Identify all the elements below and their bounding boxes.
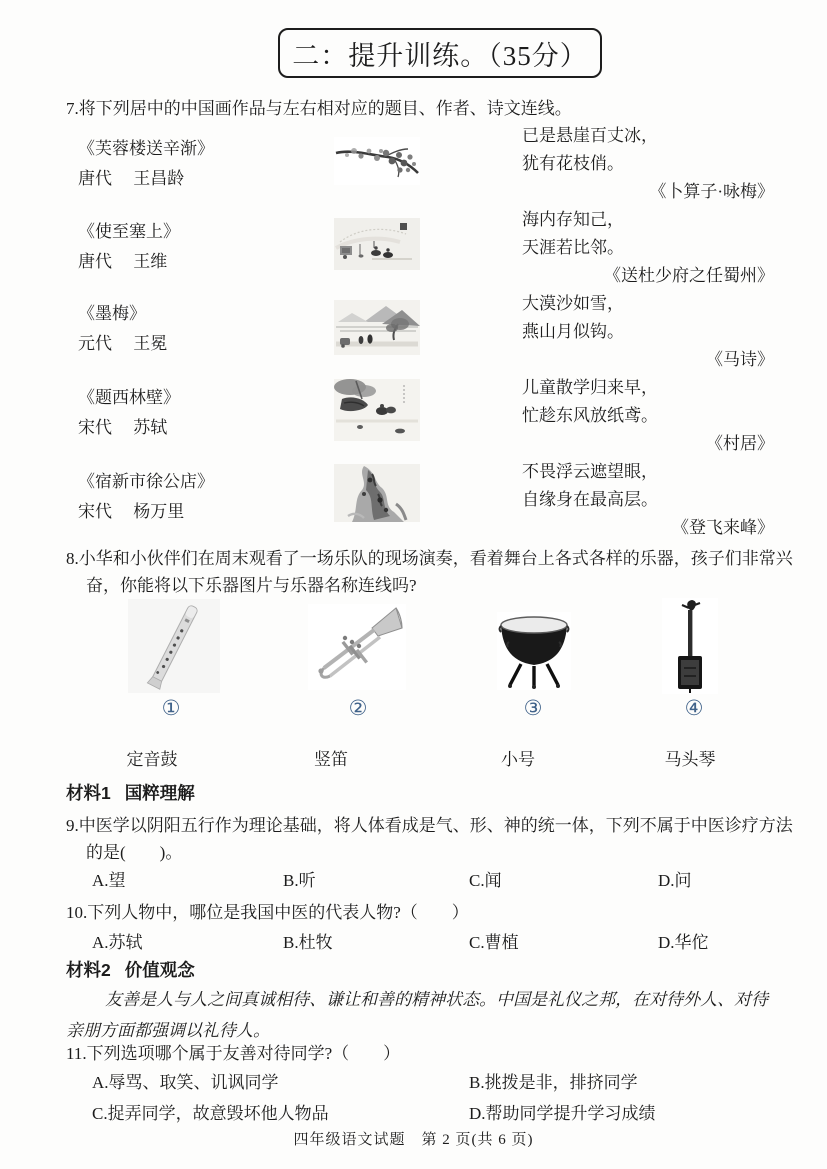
garden-figures-image	[334, 379, 420, 441]
q9-options	[0, 866, 827, 890]
q10-option-c: C.曹植	[469, 933, 519, 952]
poem-line: 海内存知己，	[522, 210, 624, 229]
poem-title: 《登飞来峰》	[672, 518, 774, 537]
poem-line: 已是悬崖百丈冰，	[522, 126, 658, 145]
poem-title: 《卜算子·咏梅》	[649, 182, 774, 201]
instrument-number-3: ③	[523, 696, 543, 720]
instrument-number-4: ④	[684, 696, 704, 720]
q9-option-a: A.望	[92, 871, 126, 890]
q11-stem: 11.下列选项哪个属于友善对待同学?（ ）	[66, 1044, 401, 1063]
q10-stem: 10.下列人物中，哪位是我国中医的代表人物?（ ）	[66, 903, 469, 922]
painting-author: 元代 王冕	[78, 334, 168, 353]
material-2-title: 价值观念	[124, 960, 195, 980]
q8-stem: 8.小华和小伙伴们在周末观看了一场乐队的现场演奏，看着舞台上各式各样的乐器，孩子们非常兴奋，你能将以下乐器图片与乐器名称连线吗?	[66, 549, 793, 595]
material-1-title: 国粹理解	[124, 783, 195, 803]
q7-entry	[78, 217, 180, 277]
poem-title: 《马诗》	[706, 350, 774, 369]
q11-option-c: C.捉弄同学，故意毁坏他人物品	[92, 1104, 329, 1123]
q10-options	[0, 928, 827, 952]
painting-title: 《芙蓉楼送辛渐》	[78, 139, 214, 158]
q7-entry	[78, 134, 214, 194]
timpani-image	[497, 612, 571, 690]
instrument-number-1: ①	[161, 696, 181, 720]
poem-line: 不畏浮云遮望眼，	[522, 462, 658, 481]
material-2-paragraph: 友善是人与人之间真诚相待、谦让和善的精神状态。中国是礼仪之邦，在对待外人、对待亲朋方面都强调以礼待人。	[66, 990, 769, 1040]
q11-options-row-2	[0, 1099, 827, 1123]
page-footer: 四年级语文试题 第 2 页(共 6 页)	[293, 1132, 534, 1148]
material-2-heading	[66, 957, 195, 982]
painting-title: 《题西林壁》	[78, 388, 180, 407]
q9-option-d: D.问	[658, 871, 692, 890]
q10-option-a: A.苏轼	[92, 933, 143, 952]
section-title: 二：提升训练。（35分）	[292, 40, 588, 71]
trumpet-image	[308, 604, 406, 690]
q11-option-b: B.挑拨是非，排挤同学	[469, 1073, 638, 1092]
q7-poem-column	[522, 122, 774, 542]
q7-entry	[78, 467, 214, 527]
mountain-lake-image	[334, 300, 420, 355]
q10-option-d: D.华佗	[658, 933, 709, 952]
plum-blossom-branch-image	[334, 137, 420, 185]
q11-option-d: D.帮助同学提升学习成绩	[469, 1104, 656, 1123]
instrument-number-2: ②	[348, 696, 368, 720]
recorder-image	[128, 599, 220, 693]
desert-riders-image	[334, 218, 420, 270]
instrument-name-morin-khuur: 马头琴	[664, 750, 716, 769]
painting-author: 唐代 王维	[78, 252, 168, 271]
poem-line: 忙趁东风放纸鸢。	[522, 406, 658, 425]
painting-author: 宋代 杨万里	[78, 502, 185, 521]
q7-stem: 7.将下列居中的中国画作品与左右相对应的题目、作者、诗文连线。	[66, 99, 572, 118]
steep-cliff-image	[334, 464, 420, 522]
q9-stem: 9.中医学以阴阳五行作为理论基础，将人体看成是气、形、神的统一体，下列不属于中医诊疗方法的是( )。	[66, 816, 793, 862]
q9-option-b: B.听	[283, 871, 316, 890]
poem-line: 燕山月似钩。	[522, 322, 624, 341]
instrument-name-timpani: 定音鼓	[126, 750, 178, 769]
poem-title: 《村居》	[706, 434, 774, 453]
section-title-box	[278, 28, 602, 78]
poem-line: 儿童散学归来早，	[522, 378, 658, 397]
poem-title: 《送杜少府之任蜀州》	[604, 266, 774, 285]
poem-line: 犹有花枝俏。	[522, 154, 624, 173]
poem-line: 自缘身在最高层。	[522, 490, 658, 509]
painting-author: 宋代 苏轼	[78, 418, 168, 437]
instrument-name-trumpet: 小号	[501, 750, 535, 769]
q10-option-b: B.杜牧	[283, 933, 333, 952]
painting-title: 《宿新市徐公店》	[78, 472, 214, 491]
poem-line: 大漠沙如雪，	[522, 294, 624, 313]
material-1-heading	[66, 780, 195, 805]
q9-option-c: C.闻	[469, 871, 502, 890]
material-2-label: 材料2	[66, 960, 111, 980]
q11-option-a: A.辱骂、取笑、讥讽同学	[92, 1073, 279, 1092]
q11-options-row-1	[0, 1068, 827, 1092]
material-1-label: 材料1	[66, 783, 111, 803]
q7-entry	[78, 299, 167, 359]
painting-title: 《墨梅》	[78, 304, 146, 323]
instrument-name-recorder: 竖笛	[314, 750, 348, 769]
painting-title: 《使至塞上》	[78, 222, 180, 241]
poem-line: 天涯若比邻。	[522, 238, 624, 257]
morin-khuur-image	[662, 598, 718, 694]
painting-author: 唐代 王昌龄	[78, 169, 185, 188]
q7-entry	[78, 383, 180, 443]
